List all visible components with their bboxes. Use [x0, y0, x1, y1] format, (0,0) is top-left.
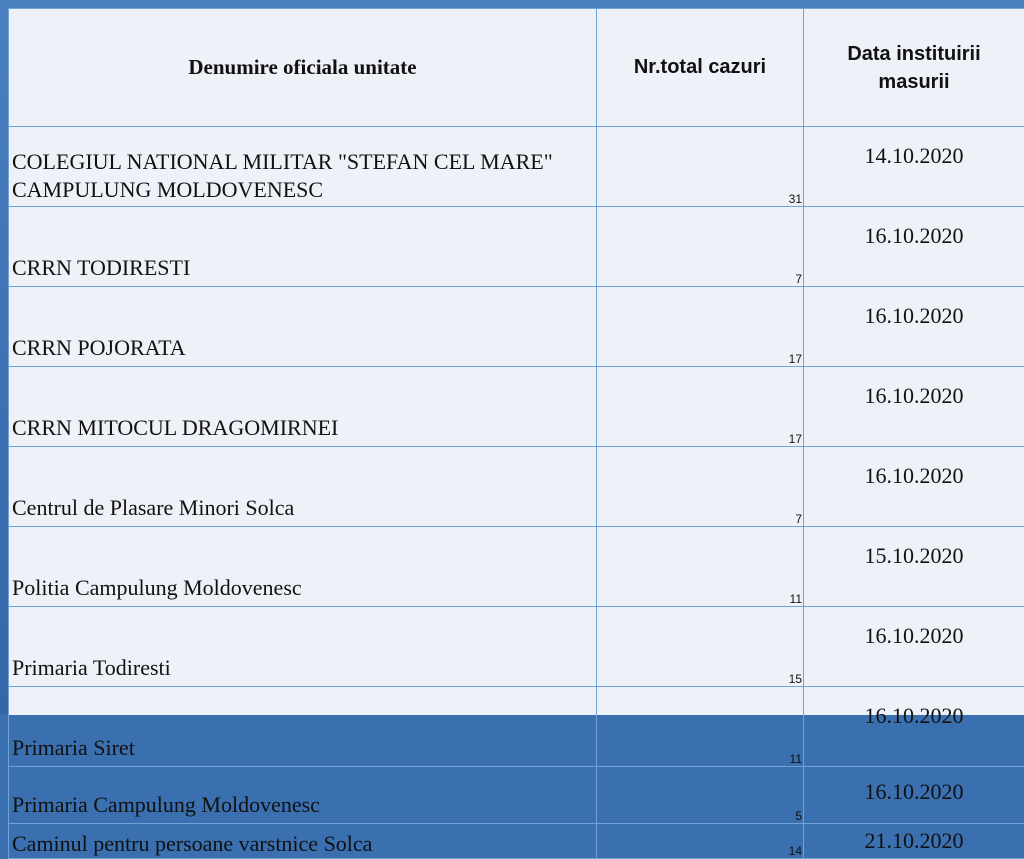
table-row — [9, 287, 1024, 367]
table-row — [9, 127, 1024, 207]
case-count-cell: 11 — [597, 687, 804, 767]
case-count-cell: 11 — [597, 527, 804, 607]
case-count-cell: 14 — [597, 824, 804, 859]
table-header-row — [9, 9, 1024, 127]
date-cell: 14.10.2020 — [804, 127, 1024, 207]
date-cell: 21.10.2020 — [804, 824, 1024, 859]
table-row — [9, 767, 1024, 824]
table-row — [9, 367, 1024, 447]
table-row — [9, 824, 1024, 859]
date-cell: 16.10.2020 — [804, 287, 1024, 367]
unit-name-cell: CRRN MITOCUL DRAGOMIRNEI — [9, 367, 597, 447]
unit-name-cell: Centrul de Plasare Minori Solca — [9, 447, 597, 527]
unit-name-cell: Primaria Todiresti — [9, 607, 597, 687]
table-row — [9, 687, 1024, 767]
date-cell: 16.10.2020 — [804, 207, 1024, 287]
table-row — [9, 607, 1024, 687]
case-count-cell: 7 — [597, 207, 804, 287]
cases-table — [8, 8, 1024, 859]
date-cell: 15.10.2020 — [804, 527, 1024, 607]
date-cell: 16.10.2020 — [804, 767, 1024, 824]
header-unit-name: Denumire oficiala unitate — [9, 9, 597, 127]
unit-name-cell: CRRN TODIRESTI — [9, 207, 597, 287]
unit-name-cell: Primaria Campulung Moldovenesc — [9, 767, 597, 824]
table-row — [9, 527, 1024, 607]
case-count-cell: 17 — [597, 287, 804, 367]
date-cell: 16.10.2020 — [804, 367, 1024, 447]
date-cell: 16.10.2020 — [804, 607, 1024, 687]
date-cell: 16.10.2020 — [804, 687, 1024, 767]
unit-name-cell: Politia Campulung Moldovenesc — [9, 527, 597, 607]
header-date-line1: Data instituirii — [804, 40, 1024, 68]
header-date-line2: masurii — [804, 68, 1024, 96]
header-date — [804, 9, 1024, 127]
table-row — [9, 207, 1024, 287]
table-row — [9, 447, 1024, 527]
unit-name-cell: Caminul pentru persoane varstnice Solca — [9, 824, 597, 859]
case-count-cell: 5 — [597, 767, 804, 824]
case-count-cell: 15 — [597, 607, 804, 687]
unit-name-cell: Primaria Siret — [9, 687, 597, 767]
case-count-cell: 17 — [597, 367, 804, 447]
header-total-cases: Nr.total cazuri — [597, 9, 804, 127]
unit-name-cell: CRRN POJORATA — [9, 287, 597, 367]
unit-name-cell: COLEGIUL NATIONAL MILITAR "STEFAN CEL MARE" CAMPULUNG MOLDOVENESC — [9, 127, 597, 207]
date-cell: 16.10.2020 — [804, 447, 1024, 527]
case-count-cell: 31 — [597, 127, 804, 207]
case-count-cell: 7 — [597, 447, 804, 527]
